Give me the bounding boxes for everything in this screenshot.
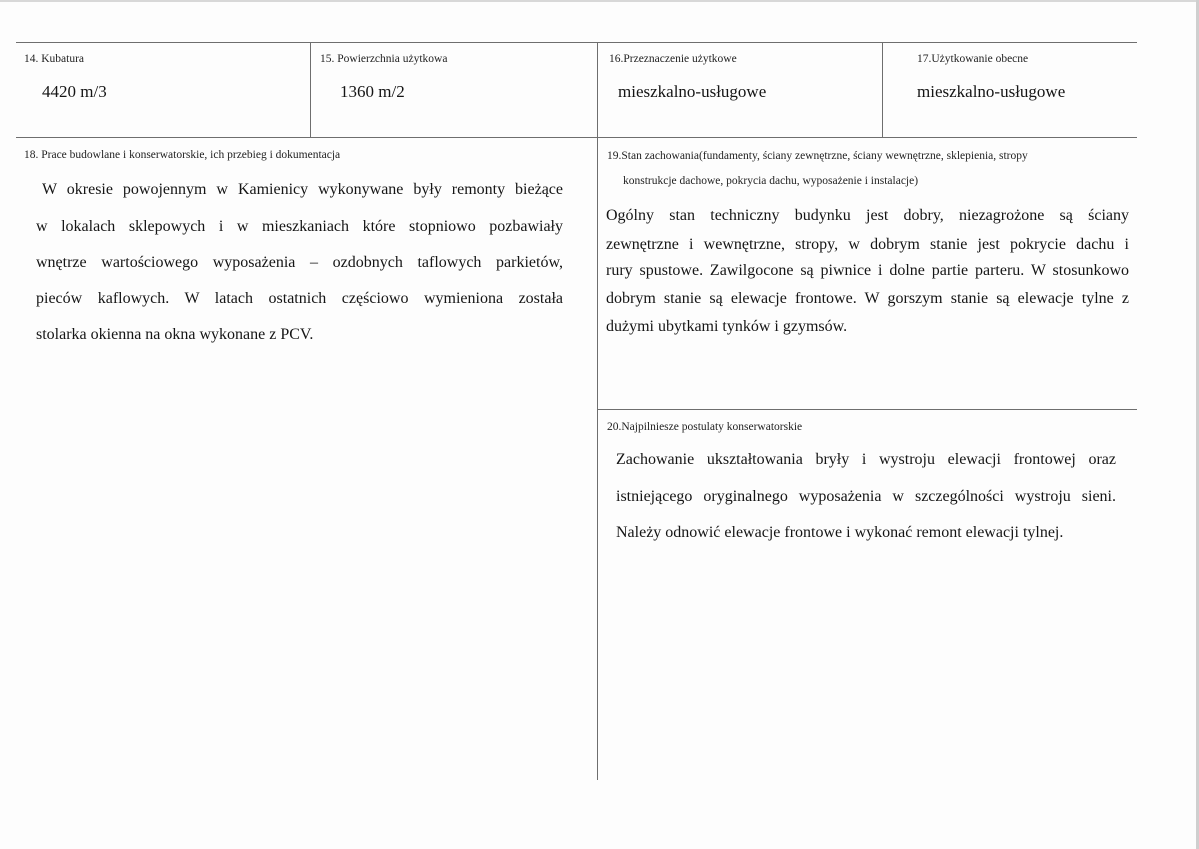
field-19-label-line1: 19.Stan zachowania(fundamenty, ściany zewnętrzne, ściany wewnętrzne, sklepienia, stropy <box>607 150 1028 162</box>
field-14-label: 14. Kubatura <box>24 53 85 65</box>
text-line: w lokalach sklepowych i w mieszkaniach które stopniowo pozbawiały <box>36 218 563 235</box>
text-line: stolarka okienna na okna wykonane z PCV. <box>36 326 314 343</box>
scan-top-edge <box>0 0 1199 2</box>
text-line: zewnętrzne i wewnętrzne, stropy, w dobrym stanie jest pokrycie dachu i <box>606 236 1129 253</box>
row-divider-2 <box>598 409 1137 410</box>
text-line: W okresie powojennym w Kamienicy wykonywane były remonty bieżące <box>42 181 563 198</box>
field-19-label-line2: konstrukcje dachowe, pokrycia dachu, wyposażenie i instalacje) <box>623 175 919 187</box>
field-17-value: mieszkalno-usługowe <box>917 82 1066 101</box>
field-14-value: 4420 m/3 <box>42 82 107 101</box>
text-line: dobrym stanie są elewacje frontowe. W gorszym stanie są elewacje tylne z <box>606 290 1129 307</box>
field-19-label <box>607 149 1028 187</box>
field-16-value: mieszkalno-usługowe <box>618 82 767 101</box>
field-16-label: 16.Przeznaczenie użytkowe <box>609 53 737 65</box>
col-divider-main <box>597 42 598 780</box>
text-line: dużymi ubytkami tynków i gzymsów. <box>606 318 848 335</box>
table-top-border <box>16 42 1137 43</box>
field-17-label: 17.Użytkowanie obecne <box>917 53 1029 65</box>
text-line: rury spustowe. Zawilgocone są piwnice i dolne partie parteru. W stosunkowo <box>606 262 1129 279</box>
row-divider-1 <box>16 137 1137 138</box>
col-divider-16-17 <box>882 42 883 138</box>
field-18-label: 18. Prace budowlane i konserwatorskie, ich przebieg i dokumentacja <box>24 149 341 161</box>
text-line: pieców kaflowych. W latach ostatnich częściowo wymieniona została <box>36 290 563 307</box>
col-divider-14-15 <box>310 42 311 138</box>
text-line: Należy odnowić elewacje frontowe i wykonać remont elewacji tylnej. <box>616 524 1064 541</box>
text-line: istniejącego oryginalnego wyposażenia w szczególności wystroju sieni. <box>616 488 1116 505</box>
field-15-label: 15. Powierzchnia użytkowa <box>320 53 448 65</box>
text-line: wnętrze wartościowego wyposażenia – ozdobnych taflowych parkietów, <box>36 254 563 271</box>
field-20-label: 20.Najpilniesze postulaty konserwatorskie <box>607 421 803 433</box>
text-line: Ogólny stan techniczny budynku jest dobry, niezagrożone są ściany <box>606 207 1129 224</box>
field-15-value: 1360 m/2 <box>340 82 405 101</box>
text-line: Zachowanie ukształtowania bryły i wystroju elewacji frontowej oraz <box>616 451 1116 468</box>
